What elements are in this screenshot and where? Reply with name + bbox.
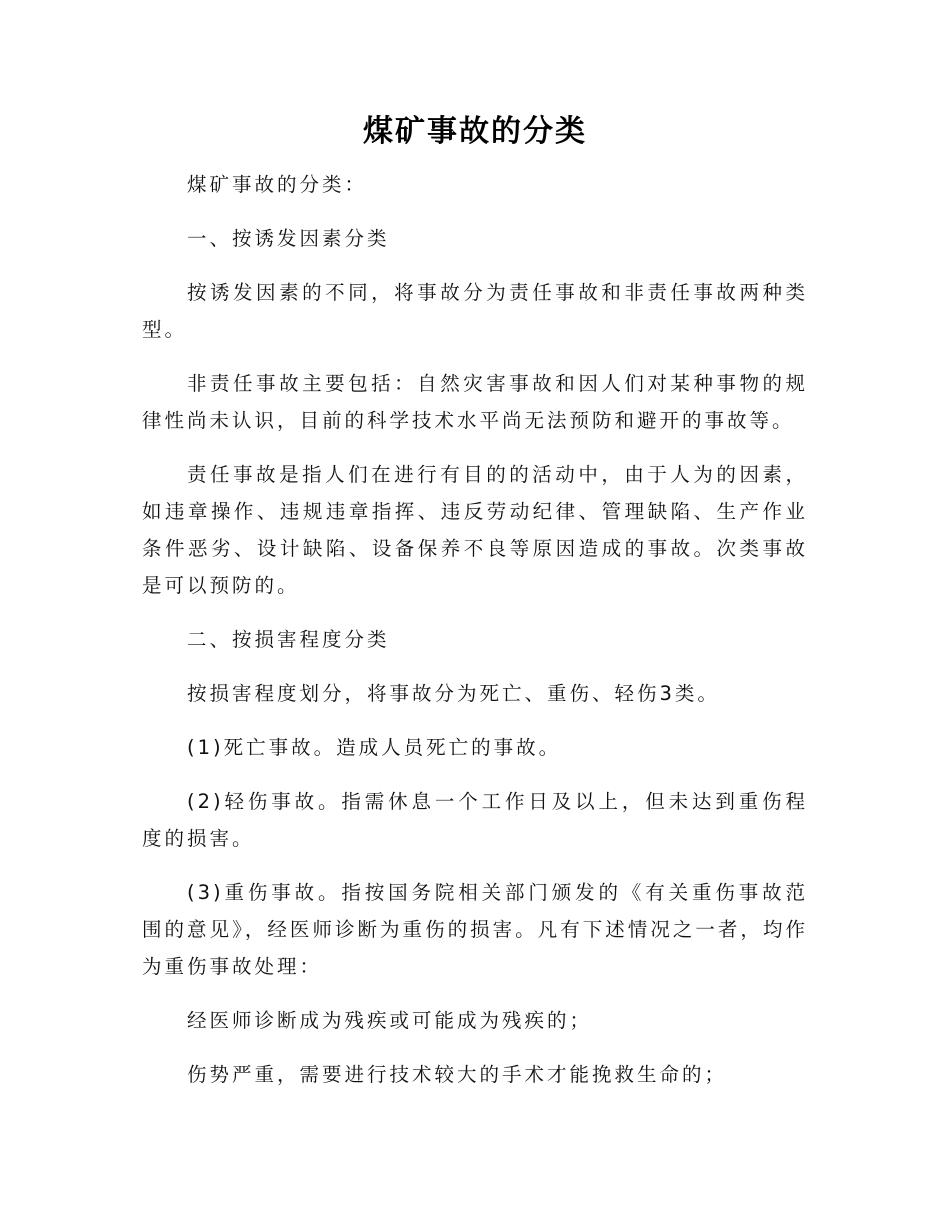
list-item-death: (1)死亡事故。造成人员死亡的事故。 [187, 736, 562, 759]
section-heading-cause: 一、按诱发因素分类 [187, 227, 390, 250]
document-body [142, 166, 808, 1093]
document-title: 煤矿事故的分类 [363, 114, 587, 149]
section-heading-severity: 二、按损害程度分类 [187, 628, 390, 651]
paragraph: 按诱发因素的不同，将事故分为责任事故和非责任事故两种类型。 [142, 281, 808, 341]
paragraph-intro: 煤矿事故的分类： [187, 173, 368, 196]
list-item-serious-injury: (3)重伤事故。指按国务院相关部门颁发的《有关重伤事故范围的意见》，经医师诊断为重伤的损害。凡有下述情况之一者，均作为重伤事故处理： [142, 881, 808, 978]
list-item-minor-injury: (2)轻伤事故。指需休息一个工作日及以上，但未达到重伤程度的损害。 [142, 790, 808, 850]
paragraph: 伤势严重，需要进行技术较大的手术才能挽救生命的； [187, 1063, 728, 1086]
paragraph: 经医师诊断成为残疾或可能成为残疾的； [187, 1009, 593, 1032]
paragraph: 非责任事故主要包括：自然灾害事故和因人们对某种事物的规律性尚未认识，目前的科学技术水平尚无法预防和避开的事故等。 [142, 372, 808, 432]
paragraph: 按损害程度划分，将事故分为死亡、重伤、轻伤3类。 [187, 682, 720, 705]
paragraph: 责任事故是指人们在进行有目的的活动中，由于人为的因素，如违章操作、违规违章指挥、违反劳动纪律、管理缺陷、生产作业条件恶劣、设计缺陷、设备保养不良等原因造成的事故。次类事故是可以预防的。 [142, 463, 808, 597]
